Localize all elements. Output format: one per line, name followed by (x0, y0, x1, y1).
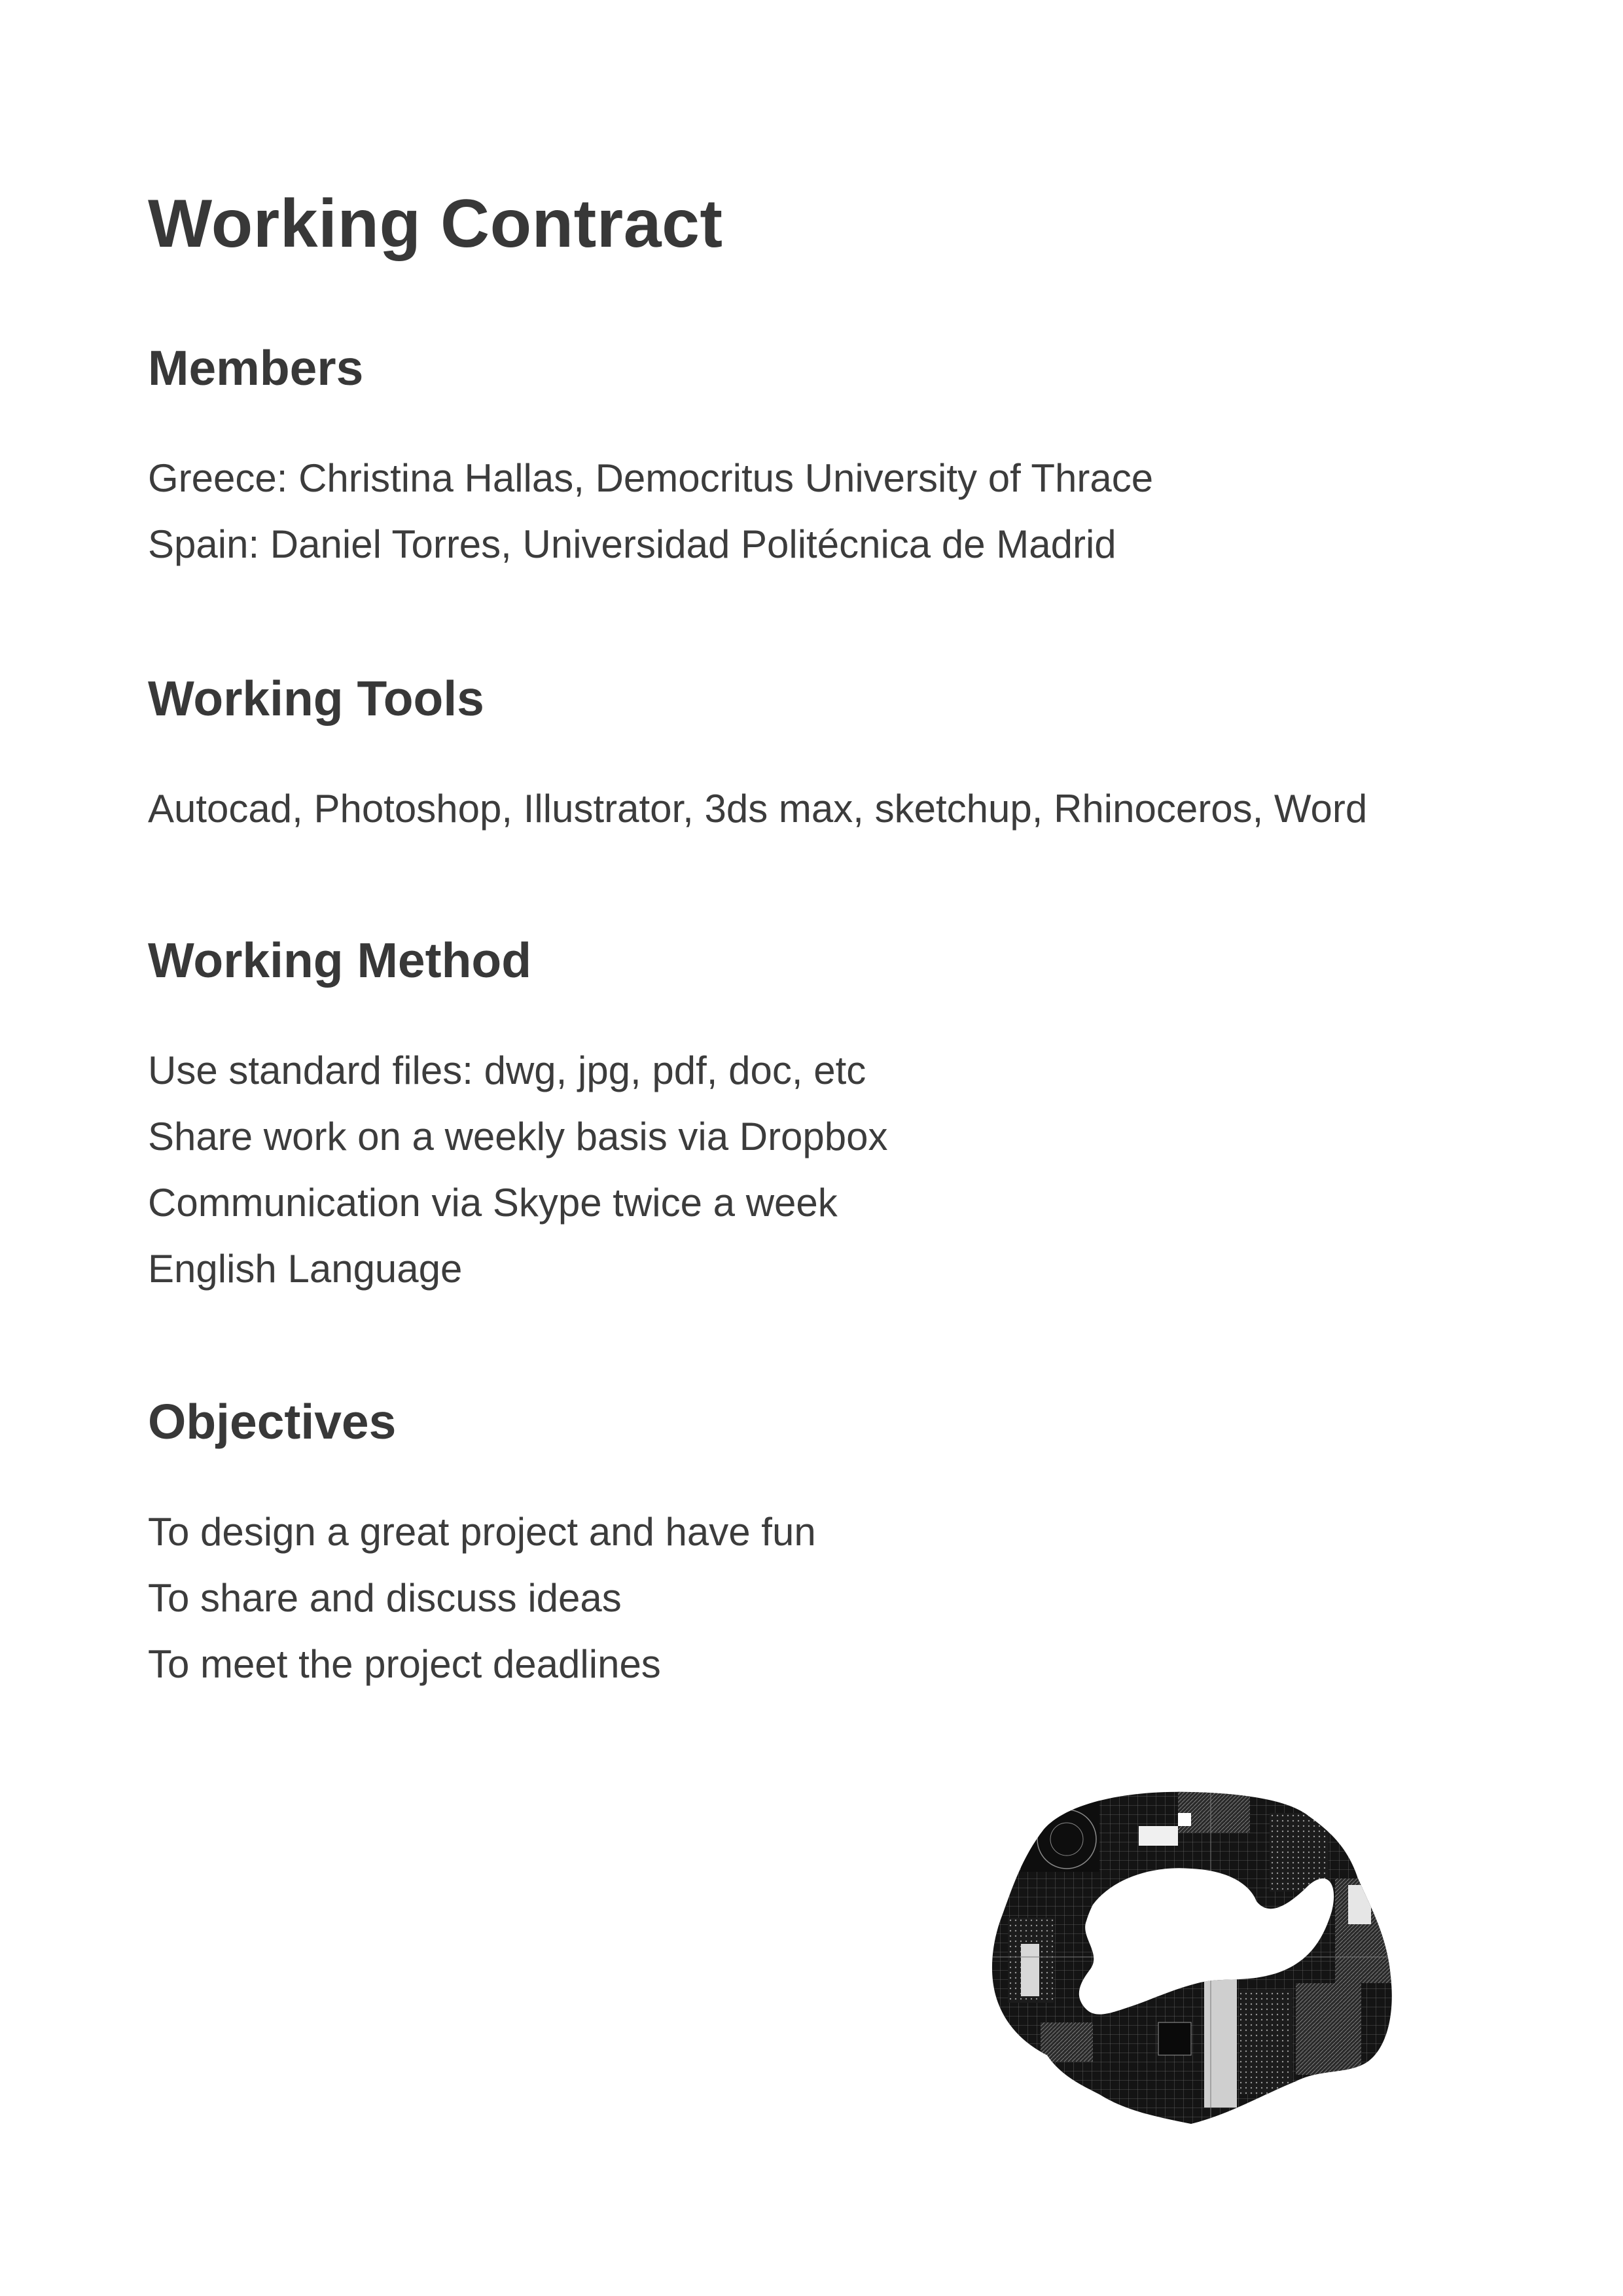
members-section (148, 340, 1489, 577)
objective-line: To share and discuss ideas (148, 1576, 622, 1620)
method-line: Communication via Skype twice a week (148, 1181, 838, 1225)
working-tools-list (148, 776, 1489, 842)
member-line: Greece: Christina Hallas, Democritus University of Thrace (148, 456, 1154, 500)
site-plan-image (982, 1787, 1400, 2127)
working-method-list (148, 1037, 1489, 1302)
page-title: Working Contract (148, 186, 723, 262)
working-method-heading: Working Method (148, 933, 532, 988)
tools-line: Autocad, Photoshop, Illustrator, 3ds max, sketchup, Rhinoceros, Word (148, 787, 1368, 831)
working-tools-heading: Working Tools (148, 671, 484, 726)
objective-line: To design a great project and have fun (148, 1510, 816, 1554)
method-line: English Language (148, 1247, 463, 1291)
objective-line: To meet the project deadlines (148, 1642, 661, 1686)
objectives-list (148, 1499, 1489, 1697)
working-tools-section (148, 671, 1489, 842)
method-line: Use standard files: dwg, jpg, pdf, doc, etc (148, 1049, 866, 1092)
member-line: Spain: Daniel Torres, Universidad Politécnica de Madrid (148, 522, 1116, 566)
working-method-section (148, 933, 1489, 1302)
members-list (148, 445, 1489, 577)
objectives-section (148, 1394, 1489, 1697)
members-heading: Members (148, 340, 364, 395)
method-line: Share work on a weekly basis via Dropbox (148, 1115, 888, 1158)
objectives-heading: Objectives (148, 1394, 397, 1449)
